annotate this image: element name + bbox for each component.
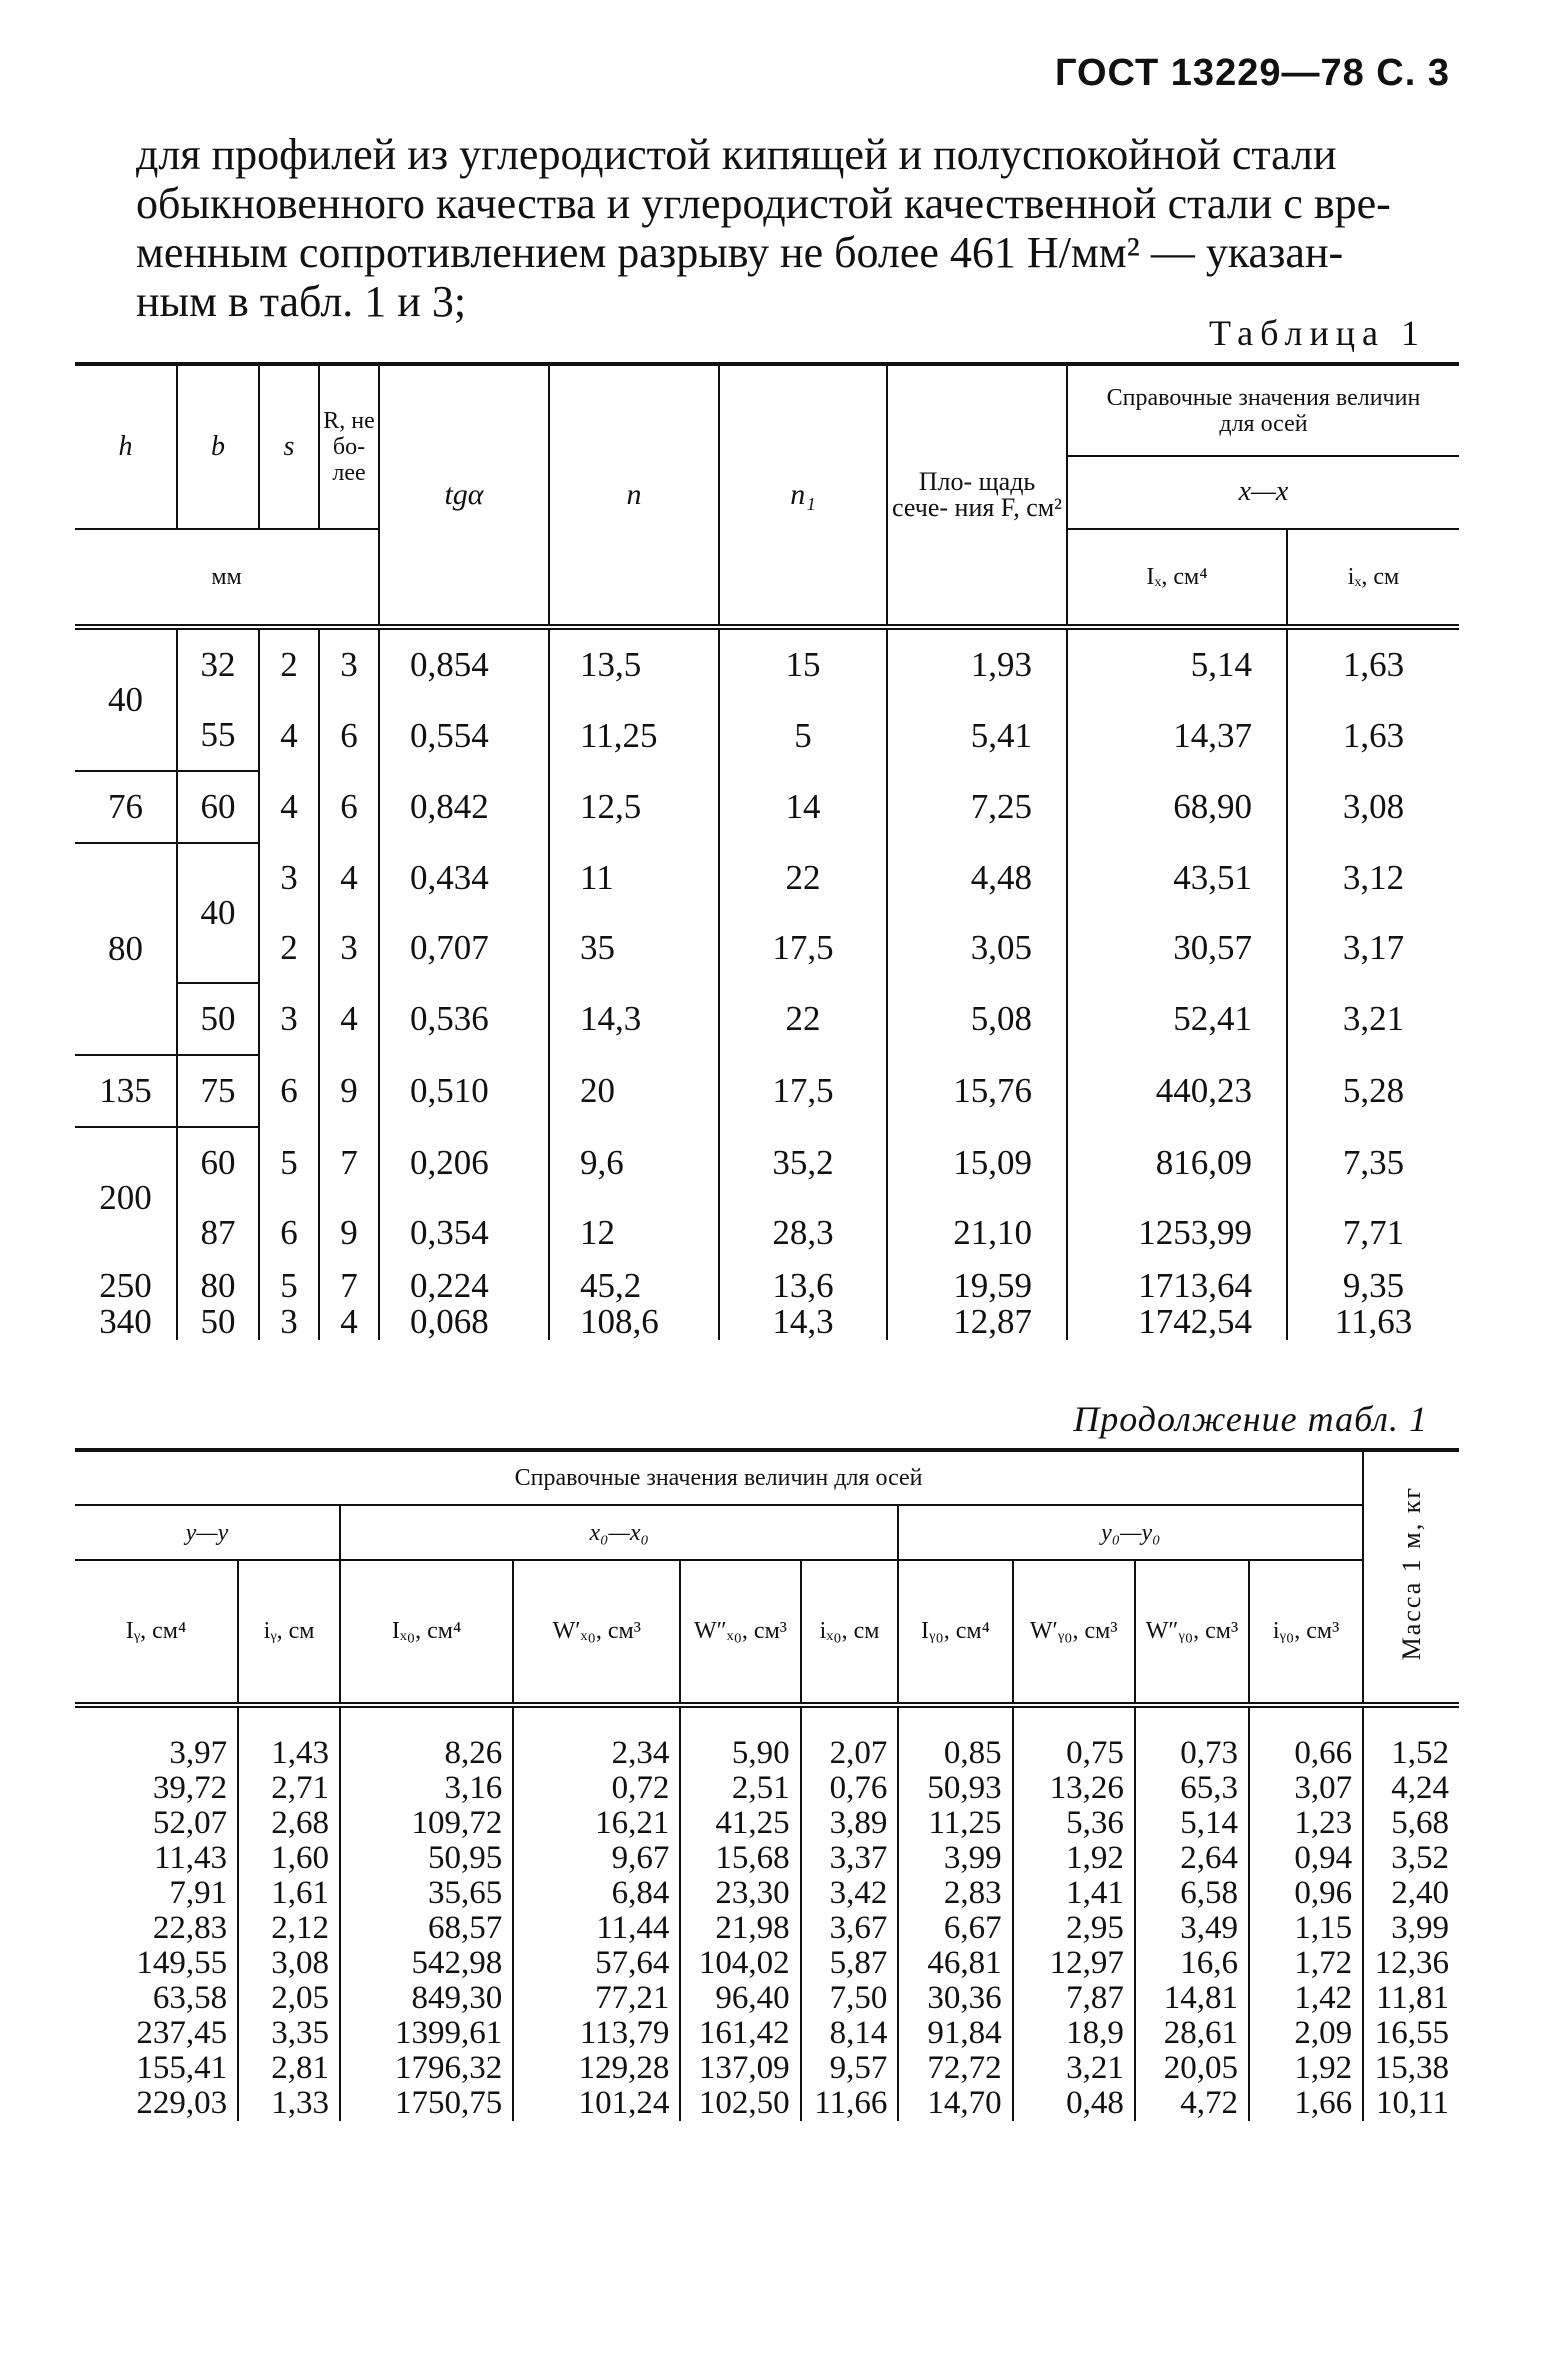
cell-iy0-small: 0,94 [1249, 1841, 1363, 1876]
cell-h: 135 [75, 1055, 177, 1127]
cell-wy0-prime: 0,48 [1013, 2086, 1135, 2121]
cell-iy-small: 3,35 [238, 2016, 340, 2051]
col-iy0-header: Iᵧ₀, см⁴ [898, 1560, 1012, 1705]
cell-wx0-dprime: 161,42 [680, 2016, 800, 2051]
cell-s: 6 [259, 1198, 319, 1268]
cell-iy: 39,72 [152, 1770, 228, 1806]
cell-s: 3 [259, 983, 319, 1055]
cell-b: 60 [177, 1127, 259, 1198]
cell-tga: 0,707 [379, 913, 549, 983]
table-row [75, 2016, 1459, 2051]
reference-values-header: Справочные значения величин для осей [75, 1450, 1363, 1505]
cell-b: 40 [177, 843, 259, 983]
cell-tga: 0,224 [379, 1268, 549, 1304]
col-iy-header: Iᵧ, см⁴ [125, 1618, 187, 1645]
cell-area: 15,76 [887, 1055, 1067, 1127]
col-ix-header: Iₓ, см⁴ [1067, 529, 1287, 627]
table-row [75, 1127, 1459, 1198]
table-row [75, 2086, 1459, 2121]
table-row [75, 1304, 1459, 1340]
cell-tga: 0,554 [379, 700, 549, 771]
table-row [75, 1268, 1459, 1304]
cell-ix: 1713,64 [1067, 1268, 1287, 1304]
cell-wy0-dprime: 3,49 [1135, 1911, 1249, 1946]
col-area-header: Пло- щадь сече- ния F, см² [887, 364, 1067, 627]
cell-n: 11,25 [549, 700, 719, 771]
cell-iy0: 14,70 [898, 2086, 1012, 2121]
cell-area: 1,93 [887, 627, 1067, 700]
col-iy-small-header: iᵧ, см [238, 1560, 340, 1705]
cell-area: 15,09 [887, 1127, 1067, 1198]
cell-h: 200 [99, 1178, 152, 1217]
table-continuation-label: Продолжение табл. 1 [1073, 1399, 1428, 1439]
cell-ix: 1742,54 [1067, 1304, 1287, 1340]
cell-iy0: 3,99 [898, 1841, 1012, 1876]
cell-wx0-prime: 101,24 [513, 2086, 680, 2121]
cell-ix-small: 1,63 [1287, 700, 1459, 771]
cell-wy0-prime: 3,21 [1013, 2051, 1135, 2086]
cell-n: 108,6 [549, 1304, 719, 1340]
cell-tga: 0,068 [379, 1304, 549, 1340]
cell-wx0-dprime: 23,30 [680, 1876, 800, 1911]
cell-tga: 0,434 [379, 843, 549, 913]
cell-area: 12,87 [887, 1304, 1067, 1340]
table-1-continuation [75, 1448, 1459, 2121]
cell-wy0-prime: 1,92 [1013, 1841, 1135, 1876]
col-ix0-header: Iₓ₀, см⁴ [340, 1560, 513, 1705]
cell-wx0-dprime: 41,25 [680, 1806, 800, 1841]
cell-ix0: 68,57 [340, 1911, 513, 1946]
mass-header-cell [1363, 1450, 1459, 1705]
col-reference-header [1067, 364, 1459, 529]
cell-wy0-prime: 0,75 [1013, 1705, 1135, 1771]
cell-b: 32 [177, 627, 259, 700]
cell-n1: 5 [719, 700, 887, 771]
cell-iy0-small: 0,96 [1249, 1876, 1363, 1911]
cell-h: 250 [99, 1266, 152, 1305]
cell-iy: 237,45 [136, 2015, 228, 2051]
cell-iy0-small: 1,42 [1249, 1981, 1363, 2016]
intro-line: для профилей из углеродистой кипящей и полуспокойной стали [136, 130, 1337, 179]
col-tga-header: tgα [379, 364, 549, 627]
col-n1-header: n₁ [719, 364, 887, 627]
cell-iy-small: 1,61 [238, 1876, 340, 1911]
cell-wx0-dprime: 96,40 [680, 1981, 800, 2016]
cell-ix0: 50,95 [340, 1841, 513, 1876]
cell-b: 50 [177, 1304, 259, 1340]
cell-ix-small: 1,63 [1287, 627, 1459, 700]
cell-iy0: 0,85 [898, 1705, 1012, 1771]
cell-iy-small: 1,60 [238, 1841, 340, 1876]
cell-iy: 149,55 [136, 1945, 228, 1981]
intro-line: обыкновенного качества и углеродистой качественной стали с вре- [136, 179, 1391, 228]
cell-ix: 816,09 [1067, 1127, 1287, 1198]
cell-wx0-prime: 129,28 [513, 2051, 680, 2086]
cell-n1: 15 [719, 627, 887, 700]
cell-h: 340 [99, 1302, 152, 1341]
cell-iy: 229,03 [136, 2085, 228, 2121]
cell-wx0-dprime: 2,51 [680, 1771, 800, 1806]
cell-area: 5,41 [887, 700, 1067, 771]
table-row [75, 1198, 1459, 1268]
cell-iy-small: 2,81 [238, 2051, 340, 2086]
cell-ix-small: 7,35 [1287, 1127, 1459, 1198]
cell-mass: 15,38 [1363, 2051, 1459, 2086]
cell-n1: 17,5 [719, 1055, 887, 1127]
cell-mass: 2,40 [1363, 1876, 1459, 1911]
cell-tga: 0,854 [379, 627, 549, 700]
col-h-header: h [118, 431, 133, 462]
cell-h: 80 [75, 843, 177, 1055]
cell-mass: 11,81 [1363, 1981, 1459, 2016]
cell-r: 3 [319, 913, 379, 983]
cell-ix0: 1796,32 [340, 2051, 513, 2086]
cell-iy0: 2,83 [898, 1876, 1012, 1911]
cell-tga: 0,842 [379, 771, 549, 843]
cell-ix0-small: 5,87 [801, 1946, 899, 1981]
cell-wx0-dprime: 21,98 [680, 1911, 800, 1946]
cell-n: 35 [549, 913, 719, 983]
cell-tga: 0,206 [379, 1127, 549, 1198]
cell-ix-small: 3,21 [1287, 983, 1459, 1055]
page-header: ГОСТ 13229—78 С. 3 [1054, 52, 1450, 94]
cell-ix: 68,90 [1067, 771, 1287, 843]
cell-iy0-small: 0,66 [1249, 1705, 1363, 1771]
cell-r: 9 [319, 1055, 379, 1127]
cell-ix0-small: 3,37 [801, 1841, 899, 1876]
cell-wy0-dprime: 2,64 [1135, 1841, 1249, 1876]
cell-iy: 52,07 [152, 1805, 228, 1841]
table-row [75, 913, 1459, 983]
col-wy0-dprime-header: W″ᵧ₀, см³ [1135, 1560, 1249, 1705]
cell-iy-small: 1,43 [238, 1705, 340, 1771]
axis-yy-header: y—y [75, 1505, 340, 1559]
cell-area: 3,05 [887, 913, 1067, 983]
cell-wx0-prime: 113,79 [513, 2016, 680, 2051]
cell-s: 4 [259, 700, 319, 771]
cell-wx0-prime: 16,21 [513, 1806, 680, 1841]
cell-n1: 28,3 [719, 1198, 887, 1268]
cell-iy-small: 1,33 [238, 2086, 340, 2121]
cell-wy0-prime: 1,41 [1013, 1876, 1135, 1911]
table-row [75, 1946, 1459, 1981]
cell-b: 80 [177, 1268, 259, 1304]
cell-iy-small: 3,08 [238, 1946, 340, 1981]
cell-ix0-small: 3,42 [801, 1876, 899, 1911]
cell-r: 4 [319, 843, 379, 913]
cell-iy0: 72,72 [898, 2051, 1012, 2086]
cell-ix: 52,41 [1067, 983, 1287, 1055]
cell-iy0: 46,81 [898, 1946, 1012, 1981]
cell-h: 40 [75, 627, 177, 771]
cell-iy0-small: 2,09 [1249, 2016, 1363, 2051]
cell-iy0: 91,84 [898, 2016, 1012, 2051]
cell-ix0-small: 3,67 [801, 1911, 899, 1946]
cell-area: 5,08 [887, 983, 1067, 1055]
cell-tga: 0,354 [379, 1198, 549, 1268]
cell-ix0: 1750,75 [340, 2086, 513, 2121]
col-iy0-small-header: iᵧ₀, см³ [1249, 1560, 1363, 1705]
cell-r: 3 [319, 627, 379, 700]
cell-ix0-small: 8,14 [801, 2016, 899, 2051]
cell-wy0-dprime: 28,61 [1135, 2016, 1249, 2051]
cell-wy0-dprime: 14,81 [1135, 1981, 1249, 2016]
cell-wx0-prime: 77,21 [513, 1981, 680, 2016]
cell-ix0-small: 9,57 [801, 2051, 899, 2086]
cell-area: 21,10 [887, 1198, 1067, 1268]
cell-wx0-prime: 11,44 [513, 1911, 680, 1946]
table-row [75, 1705, 1459, 1771]
cell-area: 4,48 [887, 843, 1067, 913]
cell-iy0-small: 1,66 [1249, 2086, 1363, 2121]
cell-wx0-prime: 9,67 [513, 1841, 680, 1876]
col-s-header: s [259, 364, 319, 529]
table-row [75, 1841, 1459, 1876]
cell-n1: 14,3 [719, 1304, 887, 1340]
cell-iy: 22,83 [152, 1910, 228, 1946]
cell-iy0: 50,93 [898, 1771, 1012, 1806]
cell-mass: 5,68 [1363, 1806, 1459, 1841]
cell-b: 60 [177, 771, 259, 843]
cell-n: 9,6 [549, 1127, 719, 1198]
cell-n1: 14 [719, 771, 887, 843]
cell-ix: 1253,99 [1067, 1198, 1287, 1268]
cell-s: 6 [259, 1055, 319, 1127]
table-row [75, 843, 1459, 913]
cell-ix-small: 3,08 [1287, 771, 1459, 843]
intro-line: менным сопротивлением разрыву не более 461 Н/мм² — указан- [136, 228, 1344, 277]
cell-b: 87 [177, 1198, 259, 1268]
cell-r: 7 [319, 1268, 379, 1304]
cell-iy-small: 2,68 [238, 1806, 340, 1841]
cell-mass: 4,24 [1363, 1771, 1459, 1806]
table-row [75, 627, 1459, 700]
cell-ix: 14,37 [1067, 700, 1287, 771]
col-wx0-prime-header: W′ₓ₀, см³ [513, 1560, 680, 1705]
table-row [75, 771, 1459, 843]
cell-ix0: 3,16 [340, 1771, 513, 1806]
cell-tga: 0,510 [379, 1055, 549, 1127]
cell-wx0-prime: 57,64 [513, 1946, 680, 1981]
cell-r: 9 [319, 1198, 379, 1268]
cell-ix: 5,14 [1067, 627, 1287, 700]
cell-wy0-dprime: 0,73 [1135, 1705, 1249, 1771]
cell-s: 3 [259, 1304, 319, 1340]
cell-wy0-dprime: 5,14 [1135, 1806, 1249, 1841]
cell-wy0-prime: 5,36 [1013, 1806, 1135, 1841]
cell-wy0-prime: 2,95 [1013, 1911, 1135, 1946]
cell-ix: 440,23 [1067, 1055, 1287, 1127]
cell-r: 4 [319, 983, 379, 1055]
cell-r: 6 [319, 771, 379, 843]
cell-mass: 3,52 [1363, 1841, 1459, 1876]
cell-ix: 30,57 [1067, 913, 1287, 983]
cell-iy: 63,58 [152, 1980, 228, 2016]
cell-n: 13,5 [549, 627, 719, 700]
cell-r: 4 [319, 1304, 379, 1340]
col-ix-small-header: iₓ, см [1287, 529, 1459, 627]
cell-ix0: 1399,61 [340, 2016, 513, 2051]
cell-iy0: 11,25 [898, 1806, 1012, 1841]
col-n-header: n [549, 364, 719, 627]
cell-ix0-small: 11,66 [801, 2086, 899, 2121]
cell-b: 55 [177, 700, 259, 771]
cell-iy0-small: 1,15 [1249, 1911, 1363, 1946]
cell-ix-small: 11,63 [1287, 1304, 1459, 1340]
cell-s: 2 [259, 627, 319, 700]
cell-n1: 35,2 [719, 1127, 887, 1198]
cell-n: 12 [549, 1198, 719, 1268]
cell-s: 5 [259, 1127, 319, 1198]
mass-header: Масса 1 м, кг [1396, 1486, 1426, 1661]
cell-wy0-dprime: 4,72 [1135, 2086, 1249, 2121]
col-ix0-small-header: iₓ₀, см [801, 1560, 899, 1705]
cell-iy0-small: 1,72 [1249, 1946, 1363, 1981]
cell-ix-small: 3,12 [1287, 843, 1459, 913]
cell-mass: 10,11 [1363, 2086, 1459, 2121]
cell-n1: 13,6 [719, 1268, 887, 1304]
cell-wy0-dprime: 16,6 [1135, 1946, 1249, 1981]
col-r-header: R, не бо- лее [319, 364, 379, 529]
cell-iy: 11,43 [154, 1840, 228, 1876]
col-b-header: b [177, 364, 259, 529]
cell-wx0-prime: 2,34 [513, 1705, 680, 1771]
cell-iy0-small: 1,23 [1249, 1806, 1363, 1841]
axis-x0-header: x₀—x₀ [340, 1505, 898, 1559]
cell-iy: 7,91 [169, 1875, 228, 1911]
cell-ix0: 542,98 [340, 1946, 513, 1981]
cell-wy0-prime: 12,97 [1013, 1946, 1135, 1981]
cell-mass: 1,52 [1363, 1705, 1459, 1771]
cell-mass: 12,36 [1363, 1946, 1459, 1981]
table-row [75, 1981, 1459, 2016]
cell-iy0: 6,67 [898, 1911, 1012, 1946]
cell-n: 14,3 [549, 983, 719, 1055]
cell-r: 7 [319, 1127, 379, 1198]
table-row [75, 2051, 1459, 2086]
cell-wx0-prime: 0,72 [513, 1771, 680, 1806]
cell-ix0-small: 3,89 [801, 1806, 899, 1841]
cell-wy0-prime: 18,9 [1013, 2016, 1135, 2051]
cell-wx0-dprime: 102,50 [680, 2086, 800, 2121]
cell-iy-small: 2,12 [238, 1911, 340, 1946]
cell-ix: 43,51 [1067, 843, 1287, 913]
cell-wy0-prime: 13,26 [1013, 1771, 1135, 1806]
reference-title: Справочные значения величин для осей [1068, 367, 1459, 457]
cell-wy0-dprime: 6,58 [1135, 1876, 1249, 1911]
cell-iy0-small: 3,07 [1249, 1771, 1363, 1806]
table-row [75, 1806, 1459, 1841]
cell-ix0-small: 0,76 [801, 1771, 899, 1806]
cell-tga: 0,536 [379, 983, 549, 1055]
cell-ix0-small: 2,07 [801, 1705, 899, 1771]
cell-n: 20 [549, 1055, 719, 1127]
col-wx0-dprime-header: W″ₓ₀, см³ [680, 1560, 800, 1705]
cell-mass: 3,99 [1363, 1911, 1459, 1946]
table-row [75, 1876, 1459, 1911]
cell-iy: 155,41 [136, 2050, 228, 2086]
cell-wx0-prime: 6,84 [513, 1876, 680, 1911]
col-wy0-prime-header: W′ᵧ₀, см³ [1013, 1560, 1135, 1705]
cell-b: 75 [177, 1055, 259, 1127]
cell-iy-small: 2,71 [238, 1771, 340, 1806]
cell-ix0: 849,30 [340, 1981, 513, 2016]
cell-wx0-dprime: 5,90 [680, 1705, 800, 1771]
cell-n1: 17,5 [719, 913, 887, 983]
cell-ix-small: 5,28 [1287, 1055, 1459, 1127]
axis-xx-header: x—x [1238, 476, 1289, 507]
cell-n1: 22 [719, 983, 887, 1055]
cell-wx0-dprime: 104,02 [680, 1946, 800, 1981]
cell-s: 3 [259, 843, 319, 913]
cell-ix0: 35,65 [340, 1876, 513, 1911]
cell-wy0-prime: 7,87 [1013, 1981, 1135, 2016]
cell-iy0-small: 1,92 [1249, 2051, 1363, 2086]
table-row [75, 700, 1459, 771]
unit-mm-header: мм [75, 529, 379, 627]
intro-paragraph [136, 130, 1456, 326]
table-row [75, 1911, 1459, 1946]
cell-ix-small: 3,17 [1287, 913, 1459, 983]
cell-wy0-dprime: 65,3 [1135, 1771, 1249, 1806]
cell-area: 7,25 [887, 771, 1067, 843]
table-1-label: Таблица 1 [1209, 313, 1426, 353]
cell-s: 5 [259, 1268, 319, 1304]
cell-ix-small: 7,71 [1287, 1198, 1459, 1268]
table-1 [75, 362, 1459, 1340]
cell-ix-small: 9,35 [1287, 1268, 1459, 1304]
cell-ix0-small: 7,50 [801, 1981, 899, 2016]
cell-ix0: 8,26 [340, 1705, 513, 1771]
cell-wx0-dprime: 15,68 [680, 1841, 800, 1876]
cell-ix0: 109,72 [340, 1806, 513, 1841]
cell-iy: 3,97 [169, 1735, 228, 1771]
cell-s: 2 [259, 913, 319, 983]
intro-line: ным в табл. 1 и 3; [136, 277, 467, 326]
cell-h: 76 [75, 771, 177, 843]
cell-b: 50 [177, 983, 259, 1055]
cell-s: 4 [259, 771, 319, 843]
table-row [75, 1055, 1459, 1127]
table-row [75, 1771, 1459, 1806]
cell-mass: 16,55 [1363, 2016, 1459, 2051]
cell-n: 11 [549, 843, 719, 913]
cell-iy0: 30,36 [898, 1981, 1012, 2016]
cell-wx0-dprime: 137,09 [680, 2051, 800, 2086]
cell-n: 45,2 [549, 1268, 719, 1304]
table-row [75, 983, 1459, 1055]
cell-iy-small: 2,05 [238, 1981, 340, 2016]
cell-r: 6 [319, 700, 379, 771]
cell-area: 19,59 [887, 1268, 1067, 1304]
cell-wy0-dprime: 20,05 [1135, 2051, 1249, 2086]
cell-n: 12,5 [549, 771, 719, 843]
axis-y0-header: y₀—y₀ [898, 1505, 1363, 1559]
cell-n1: 22 [719, 843, 887, 913]
